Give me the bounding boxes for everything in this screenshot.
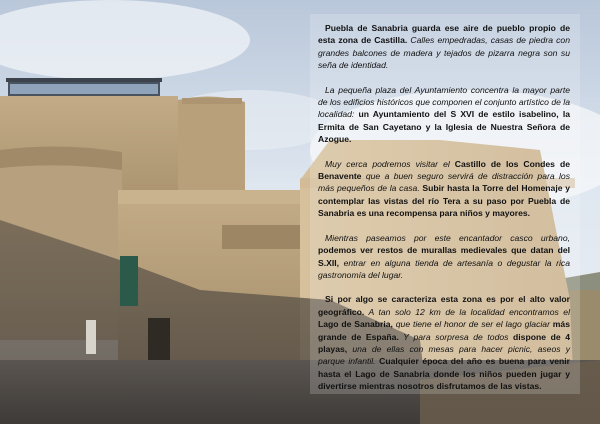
text-segment: podemos ver restos de murallas medievales que datan del S.XII, — [318, 245, 570, 268]
text-segment: La pequeña plaza del Ayuntamiento concentra la mayor parte de los edificios históricos que componen el conjunto artístico de la localidad: — [318, 84, 570, 120]
text-segment: Mientras paseamos por este encantador casco urbano, — [325, 232, 570, 243]
paragraph — [318, 293, 570, 392]
text-segment: Muy cerca podremos visitar el — [325, 158, 450, 169]
text-segment: más grande de España. — [318, 319, 570, 342]
text-segment: Castillo de los Condes de Benavente — [318, 158, 570, 182]
paragraph — [318, 158, 570, 220]
text-segment: que a buen seguro servirá de distracción para los más pequeños de la casa. — [318, 171, 570, 194]
paragraph — [318, 232, 570, 282]
text-segment: que tiene el honor de ser el lago glaciar — [392, 319, 550, 330]
text-segment: una de ellas con mesas para hacer picnic, aseos y parque infantil. — [318, 343, 570, 367]
text-segment: Calles empedradas, casas de piedra con grandes balcones de madera y tejados de pizarra negra son su seña de identidad. — [318, 35, 570, 71]
text-segment: un Ayuntamiento del S XVI de estilo isabelino, la Ermita de San Cayetano y la Iglesia de Nuestra Señora de Azogue. — [318, 109, 570, 145]
text-segment: dispone de 4 playas, — [318, 331, 570, 354]
text-segment: Cualquier época del año es buena para venir hasta el Lago de Sanabria donde los niños pueden jugar y divertirse mientras nosotros disfrutamos de las vistas. — [318, 356, 570, 392]
text-segment: Y para sorpresa de todos — [398, 331, 509, 342]
paragraph — [318, 84, 570, 146]
text-segment: A tan solo 12 km de la localidad encontramos el — [364, 306, 570, 317]
text-segment: Subir hasta la Torre del Homenaje y contemplar las vistas del río Tera a su paso por Puebla de Sanabria es una recompensa para niños y mayores. — [318, 183, 570, 219]
text-segment: Si por algo se caracteriza esta zona es por el alto valor geográfico. — [318, 294, 570, 317]
text-segment: Lago de Sanabria, — [318, 319, 393, 330]
article-text — [318, 22, 570, 405]
text-segment: entrar en alguna tienda de artesanía o degustar la rica gastronomía del lugar. — [318, 257, 570, 280]
text-segment: Puebla de Sanabria guarda ese aire de pueblo propio de esta zona de Castilla. — [318, 23, 570, 46]
paragraph — [318, 22, 570, 72]
